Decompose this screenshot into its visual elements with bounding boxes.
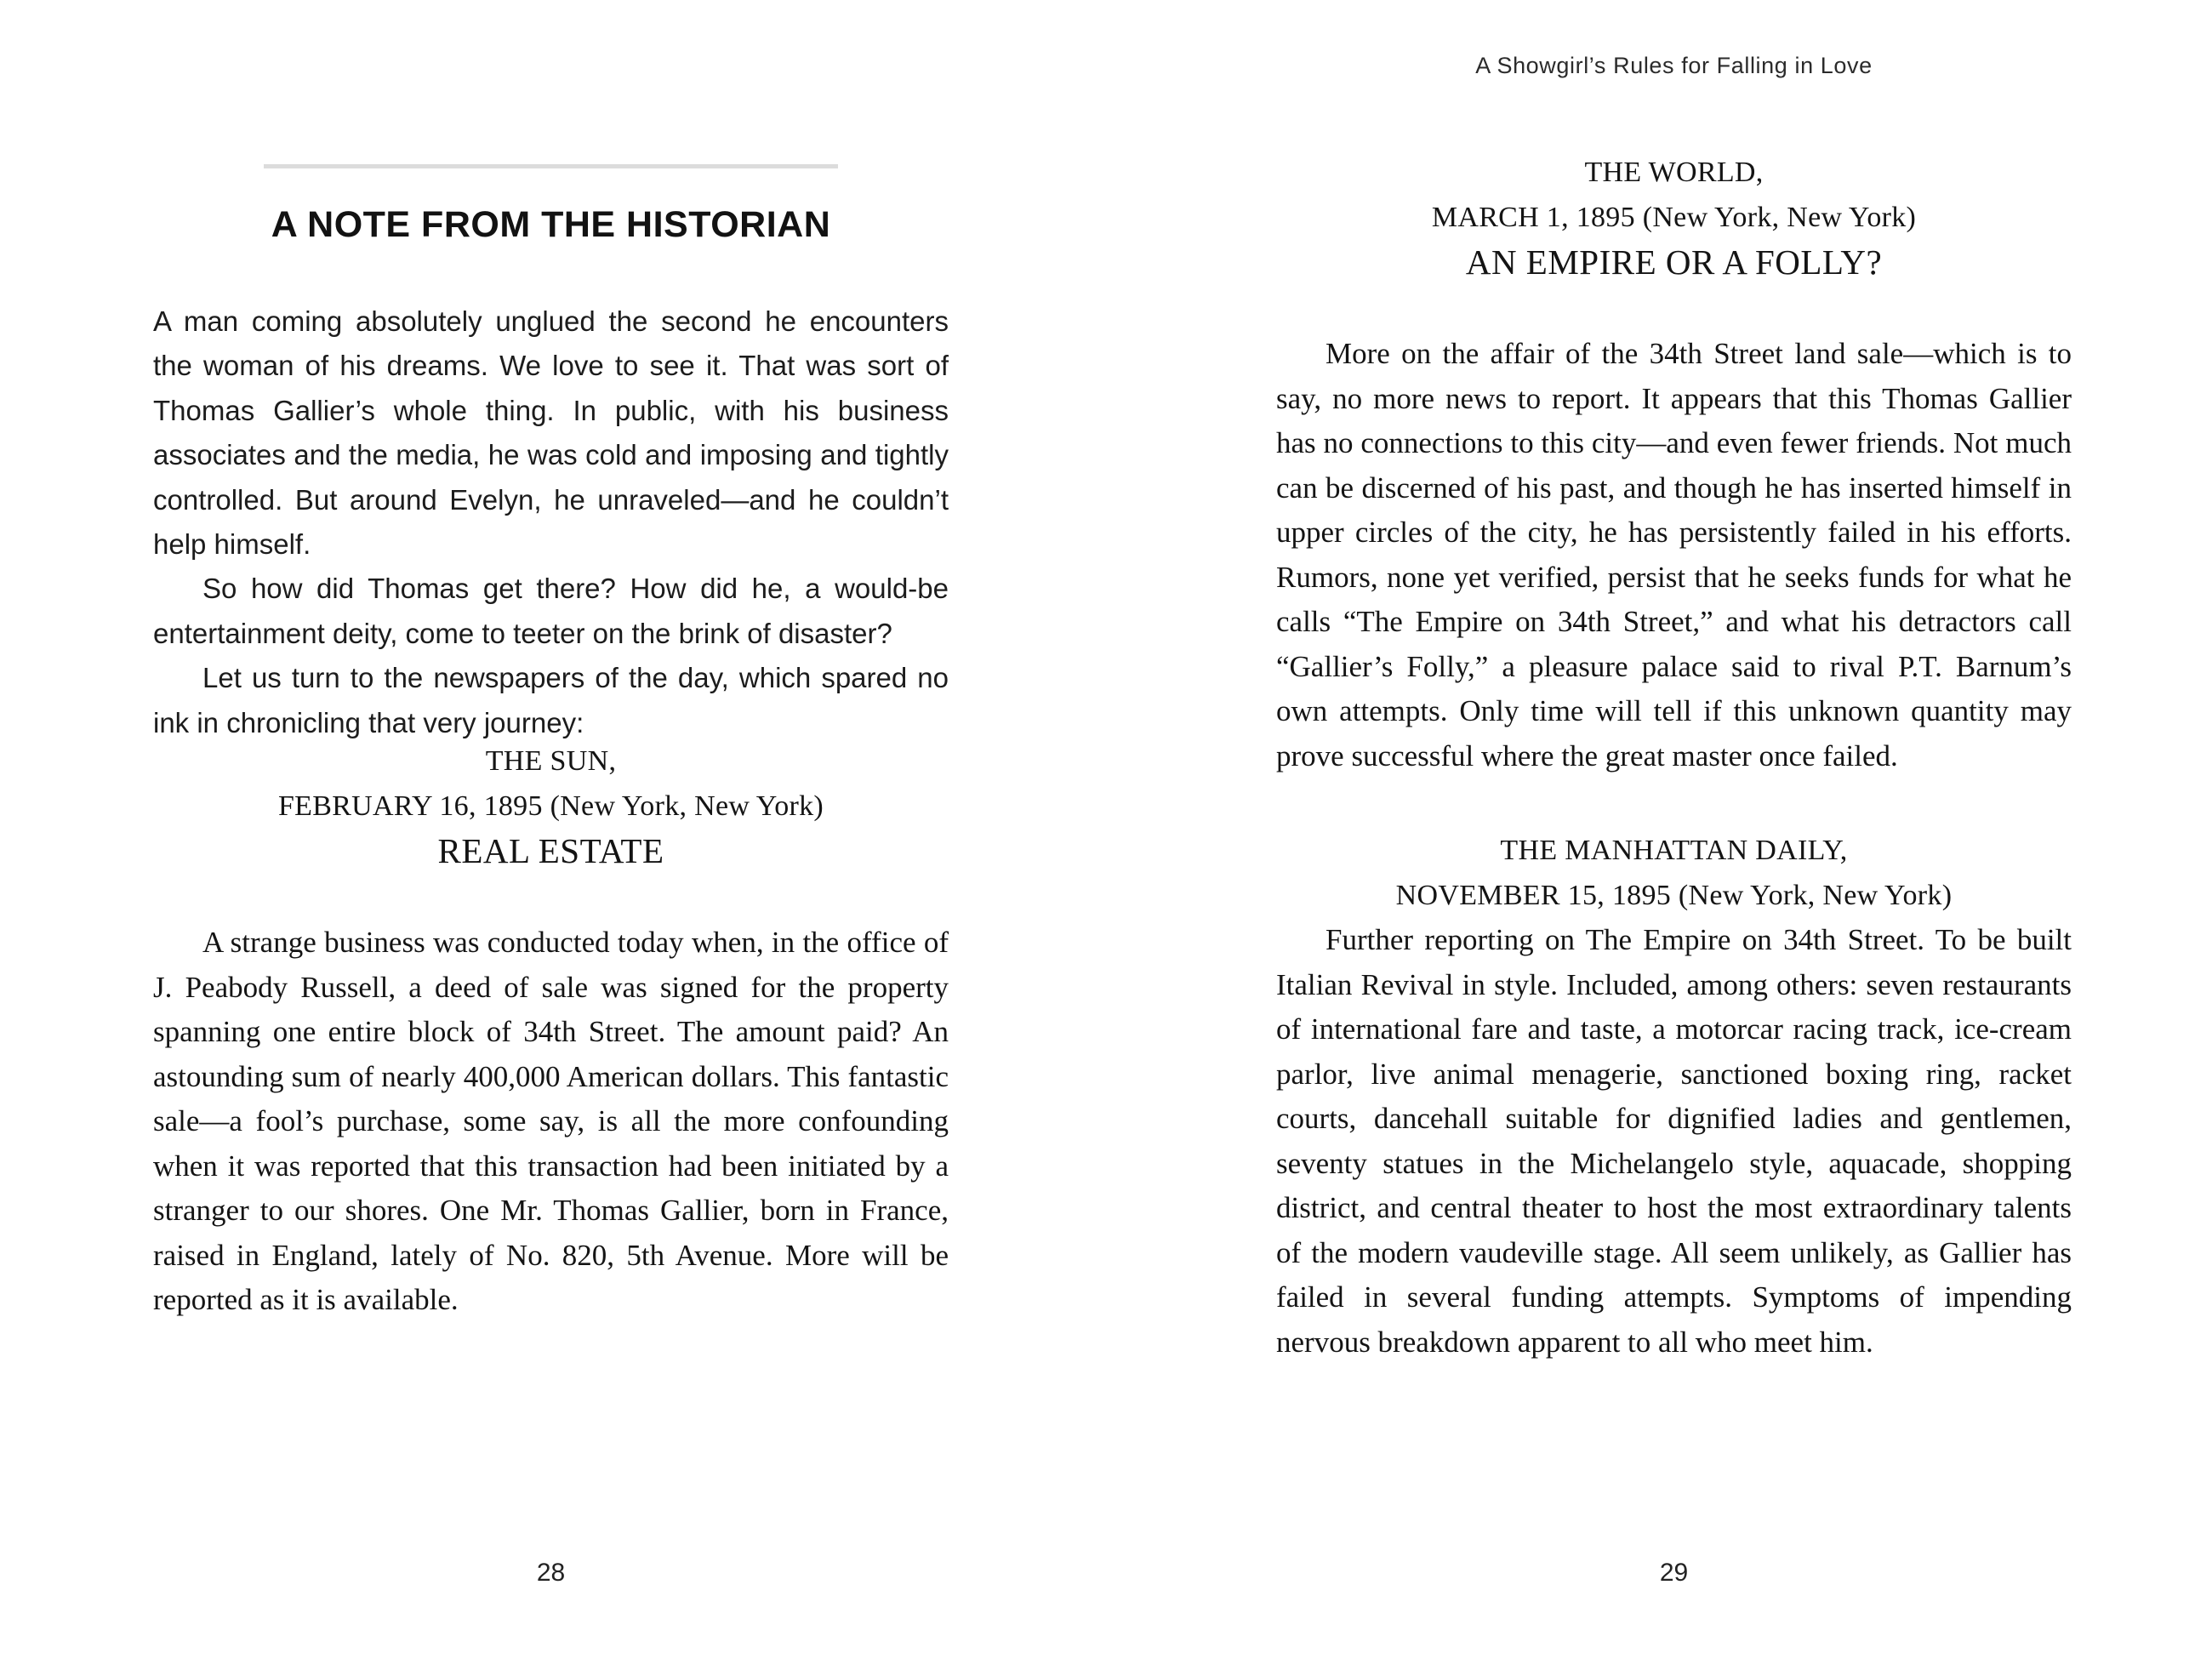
newspaper-dateline: NOVEMBER 15, 1895 (New York, New York): [1395, 879, 1953, 911]
section-title: A NOTE FROM THE HISTORIAN: [271, 204, 831, 245]
right-page: [1276, 0, 2072, 1659]
left-page: [153, 0, 949, 1659]
newspaper-dateline: FEBRUARY 16, 1895 (New York, New York): [277, 790, 824, 822]
manhattan-clipping-header: [1276, 829, 2072, 918]
newspaper-dateline: MARCH 1, 1895 (New York, New York): [1431, 201, 1917, 233]
section-title-rule: [264, 164, 838, 168]
world-clipping-header: [1276, 151, 2072, 285]
note-paragraph-2: So how did Thomas get there? How did he, a would-be entertainment deity, come to teeter on the brink of disaster?: [153, 573, 949, 649]
world-clipping-body: [1276, 332, 2072, 778]
right-page-number: 29: [1659, 1559, 1689, 1587]
newspaper-headline: REAL ESTATE: [437, 831, 664, 870]
sun-clipping-header: [153, 739, 949, 874]
clipping-paragraph: More on the affair of the 34th Street land sale—which is to say, no more news to report. It appears that this Thomas Gallier has no connections to this city—and even fewer friends. Not much can be discerned of his past, and though he has inserted himself in upper circles of the city, he has persistently failed in his efforts. Rumors, none yet verified, persist that he seeks funds for what he calls “The Empire on 34th Street,” and what his detractors call “Gallier’s Folly,” a pleasure palace said to rival P.T. Barnum’s own attempts. Only time will tell if this unknown quantity may prove successful where the great master once failed.: [1276, 337, 2072, 772]
manhattan-clipping-body: [1276, 918, 2072, 1365]
newspaper-source: THE SUN,: [485, 745, 617, 777]
newspaper-headline: AN EMPIRE OR A FOLLY?: [1465, 242, 1883, 282]
running-header: A Showgirl’s Rules for Falling in Love: [1475, 53, 1873, 78]
left-page-number: 28: [536, 1559, 566, 1587]
clipping-paragraph: A strange business was conducted today when, in the office of J. Peabody Russell, a deed of sale was signed for the property spanning one entire block of 34th Street. The amount paid? An astounding sum of nearly 400,000 American dollars. This fantastic sale—a fool’s purchase, some say, is all the more confounding when it was reported that this transaction had been initiated by a stranger to our shores. One Mr. Thomas Gallier, born in France, raised in England, lately of No. 820, 5th Avenue. More will be reported as it is available.: [153, 926, 949, 1316]
newspaper-source: THE WORLD,: [1584, 157, 1764, 188]
note-paragraph-1: A man coming absolutely unglued the second he encounters the woman of his dreams. We love to see it. That was sort of Thomas Gallier’s whole thing. In public, with his business associates and the media, he was cold and imposing and tightly controlled. But around Evelyn, he unraveled—and he couldn’t help himself.: [153, 305, 949, 561]
newspaper-source: THE MANHATTAN DAILY,: [1500, 835, 1848, 866]
sun-clipping-body: [153, 921, 949, 1323]
clipping-paragraph: Further reporting on The Empire on 34th Street. To be built Italian Revival in style. Included, among others: seven restaurants of international fare and taste, a motorcar racing track, ice-cream parlor, live animal menagerie, sanctioned boxing ring, racket courts, dancehall suitable for dignified ladies and gentlemen, seventy statues in the Michelangelo style, aquacade, shopping district, and central theater to host the most extraordinary talents of the modern vaudeville stage. All seem unlikely, as Gallier has failed in several funding attempts. Symptoms of impending nervous breakdown apparent to all who meet him.: [1276, 923, 2072, 1359]
note-paragraph-3: Let us turn to the newspapers of the day, which spared no ink in chronicling that very journey:: [153, 662, 949, 738]
historian-note: [153, 299, 949, 745]
